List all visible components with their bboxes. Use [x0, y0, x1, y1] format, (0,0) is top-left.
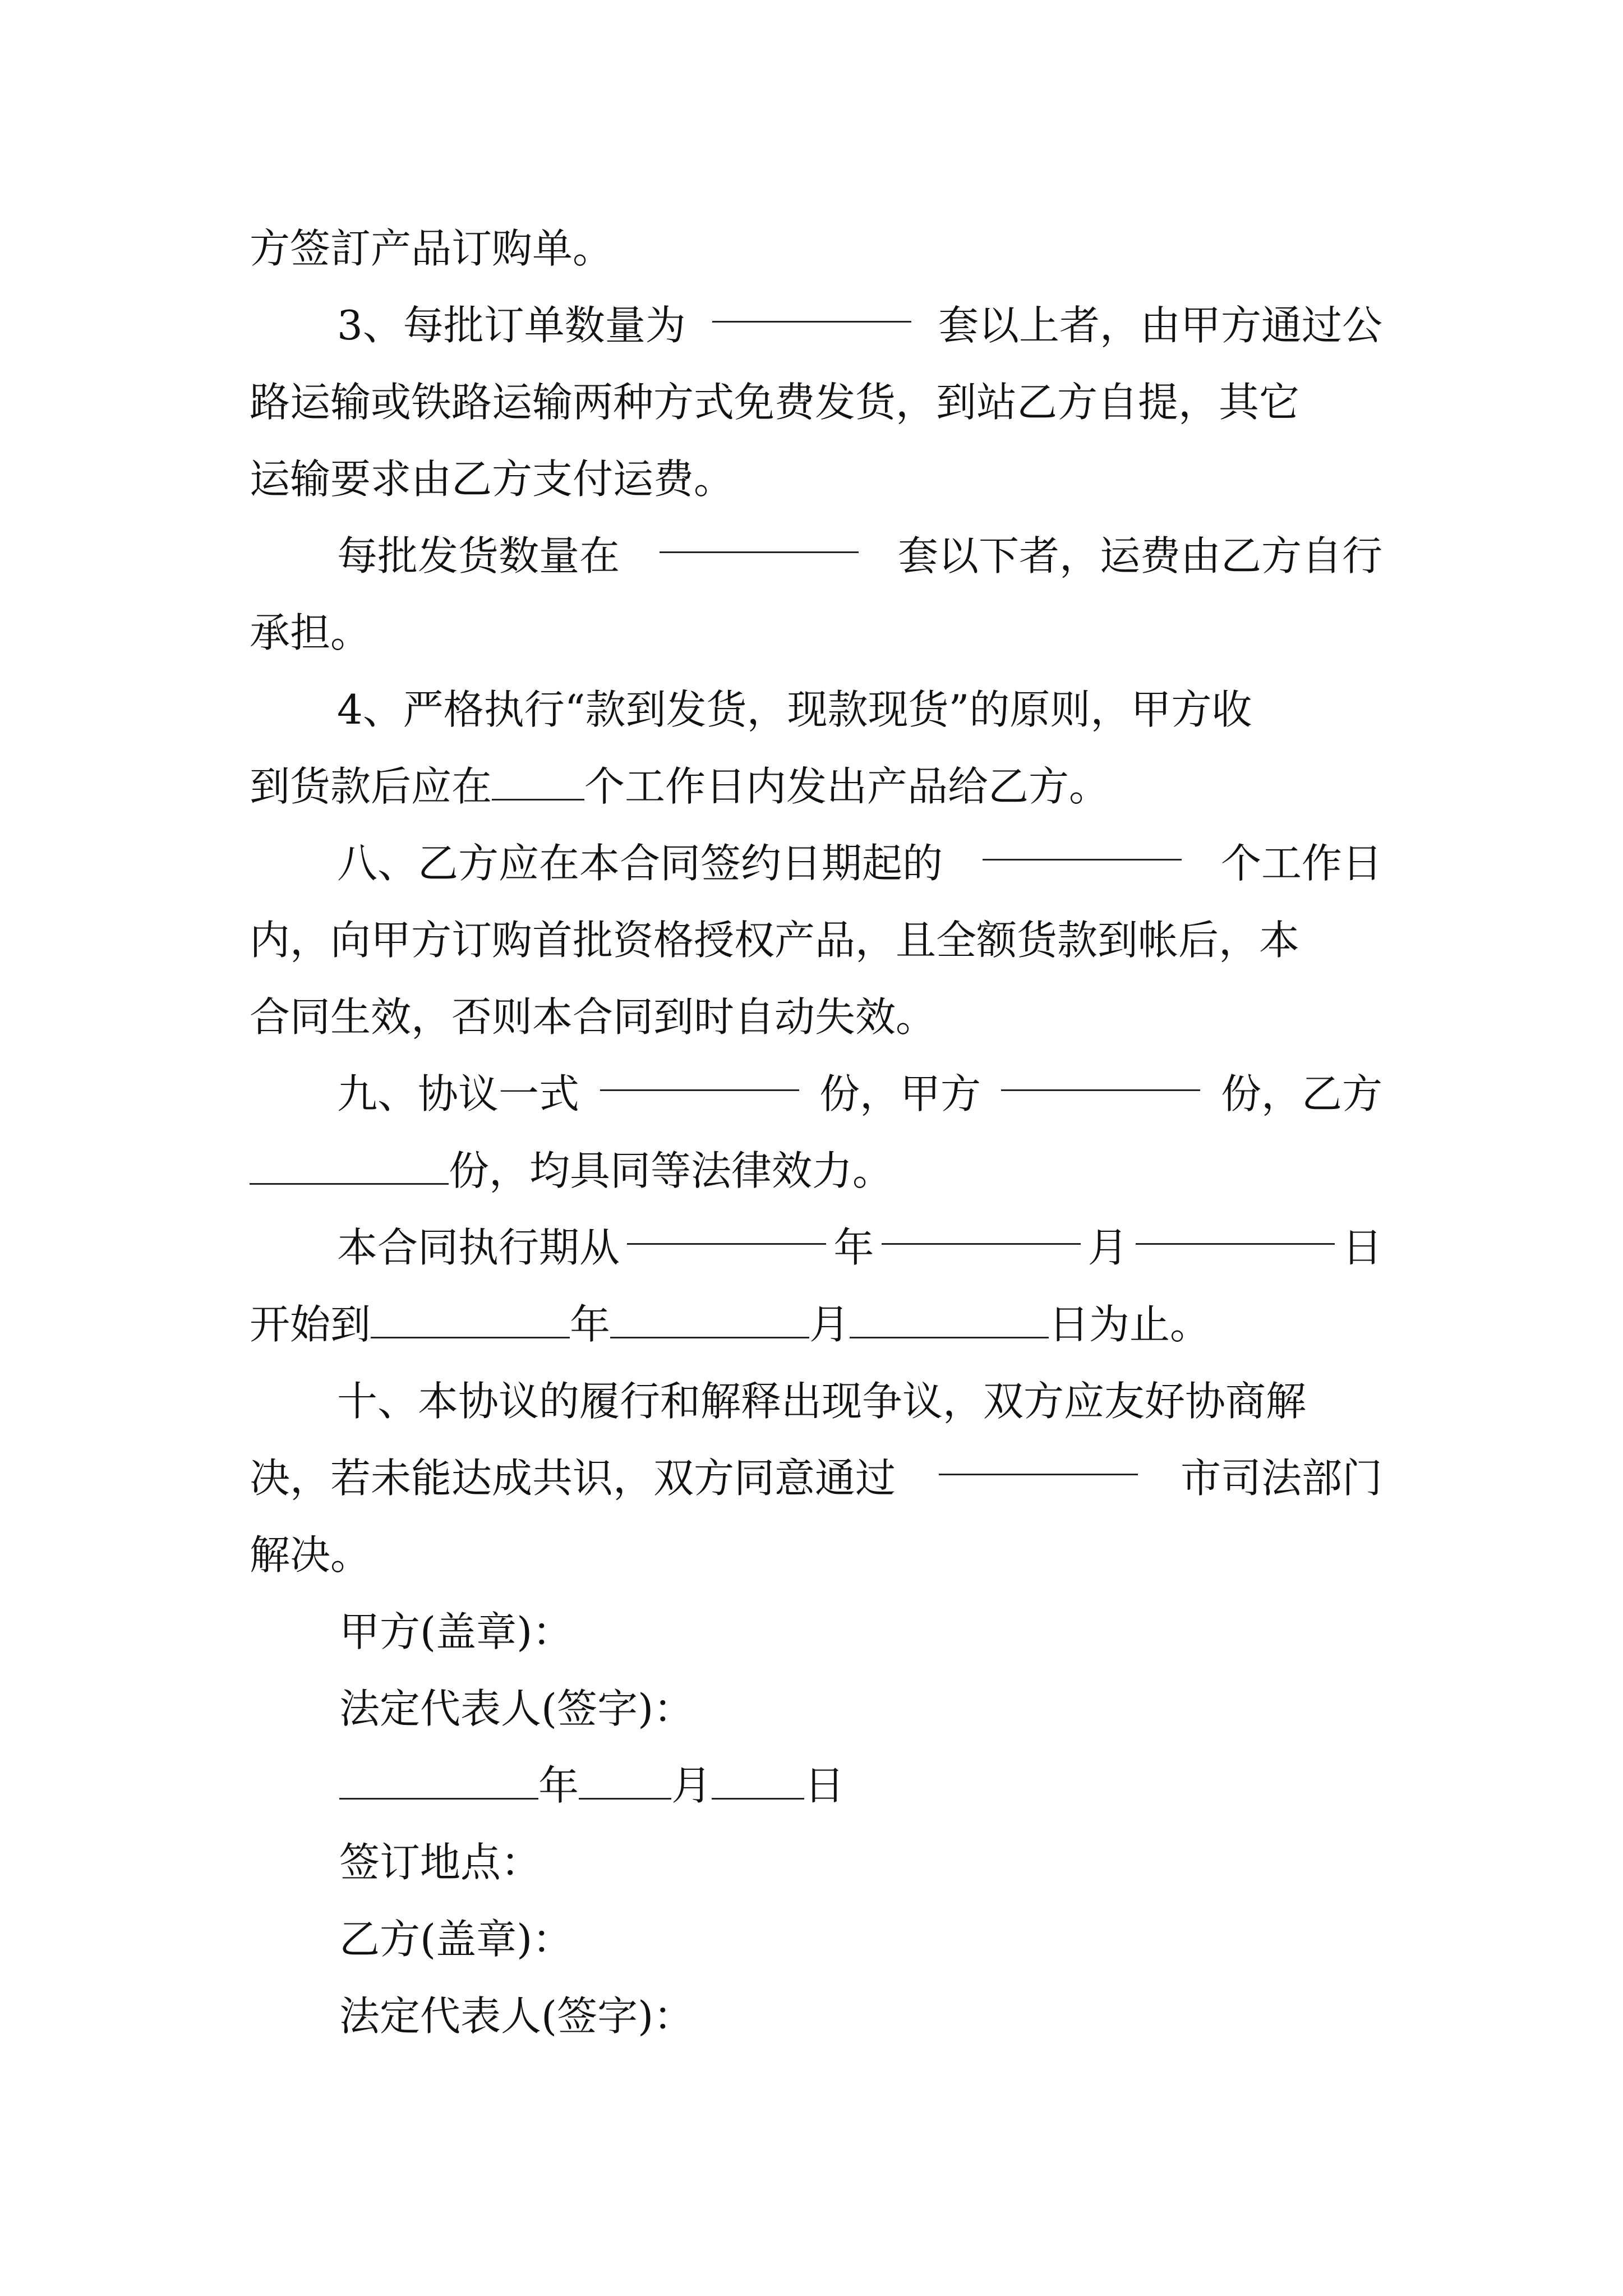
- paragraph-line: 八、乙方应在本合同签约日期起的 个工作日: [250, 825, 1382, 902]
- fill-in-blank: [939, 1440, 1138, 1475]
- fill-in-blank: [712, 287, 911, 323]
- fill-in-blank: [250, 1149, 449, 1185]
- party-b-representative: 法定代表人(签字)：: [339, 1993, 694, 2040]
- party-b-seal: 乙方(盖章)：: [339, 1916, 573, 1963]
- paragraph-line: 开始到 年 月 日为止。: [250, 1301, 1211, 1348]
- fill-in-blank: [579, 1764, 671, 1800]
- paragraph-line: 3、每批订单数量为 套以上者，由甲方通过公: [250, 287, 1382, 364]
- paragraph-line: 解决。: [250, 1531, 371, 1579]
- paragraph-line: 决，若未能达成共识，双方同意通过 市司法部门: [250, 1440, 1382, 1517]
- party-a-seal: 甲方(盖章)：: [339, 1608, 573, 1655]
- paragraph-line: 到货款后应在 个工作日内发出产品给乙方。: [250, 763, 1110, 810]
- paragraph-line: 运输要求由乙方支付运费。: [250, 455, 735, 503]
- paragraph-line: 4、严格执行“款到发货，现款现货”的原则，甲方收: [337, 686, 1252, 733]
- fill-in-blank: [492, 765, 584, 800]
- fill-in-blank: [339, 1764, 538, 1800]
- paragraph-line: 方签訂产品订购单。: [250, 225, 614, 272]
- paragraph-line: 本合同执行期从 年 月 日: [250, 1209, 1382, 1286]
- paragraph-line: 份，均具同等法律效力。: [250, 1133, 1382, 1209]
- fill-in-blank: [1136, 1209, 1335, 1245]
- party-a-representative: 法定代表人(签字)：: [339, 1685, 694, 1732]
- fill-in-blank: [882, 1209, 1081, 1245]
- paragraph-line: 内，向甲方订购首批资格授权产品，且全额货款到帐后，本: [250, 917, 1300, 964]
- paragraph-line: 每批发货数量在 套以下者，运费由乙方自行: [250, 518, 1382, 595]
- paragraph-line: 九、协议一式 份，甲方 份，乙方: [250, 1056, 1382, 1133]
- fill-in-blank: [712, 1764, 804, 1800]
- fill-in-blank: [983, 825, 1182, 861]
- paragraph-line: 路运输或铁路运输两种方式免费发货，到站乙方自提，其它: [250, 379, 1300, 426]
- fill-in-blank: [660, 518, 859, 553]
- paragraph-line: 承担。: [250, 609, 371, 656]
- paragraph-line: 合同生效，否则本合同到时自动失效。: [250, 993, 937, 1041]
- signing-place: 签订地点：: [339, 1839, 542, 1886]
- fill-in-blank: [610, 1303, 809, 1338]
- fill-in-blank: [600, 1056, 799, 1091]
- fill-in-blank: [371, 1303, 570, 1338]
- fill-in-blank: [627, 1209, 826, 1245]
- fill-in-blank: [1001, 1056, 1200, 1091]
- contract-page: [250, 210, 1382, 2055]
- signing-date: 年 月 日: [250, 1747, 1382, 1824]
- fill-in-blank: [850, 1303, 1049, 1338]
- paragraph-line: 十、本协议的履行和解释出现争议，双方应友好协商解: [337, 1378, 1307, 1425]
